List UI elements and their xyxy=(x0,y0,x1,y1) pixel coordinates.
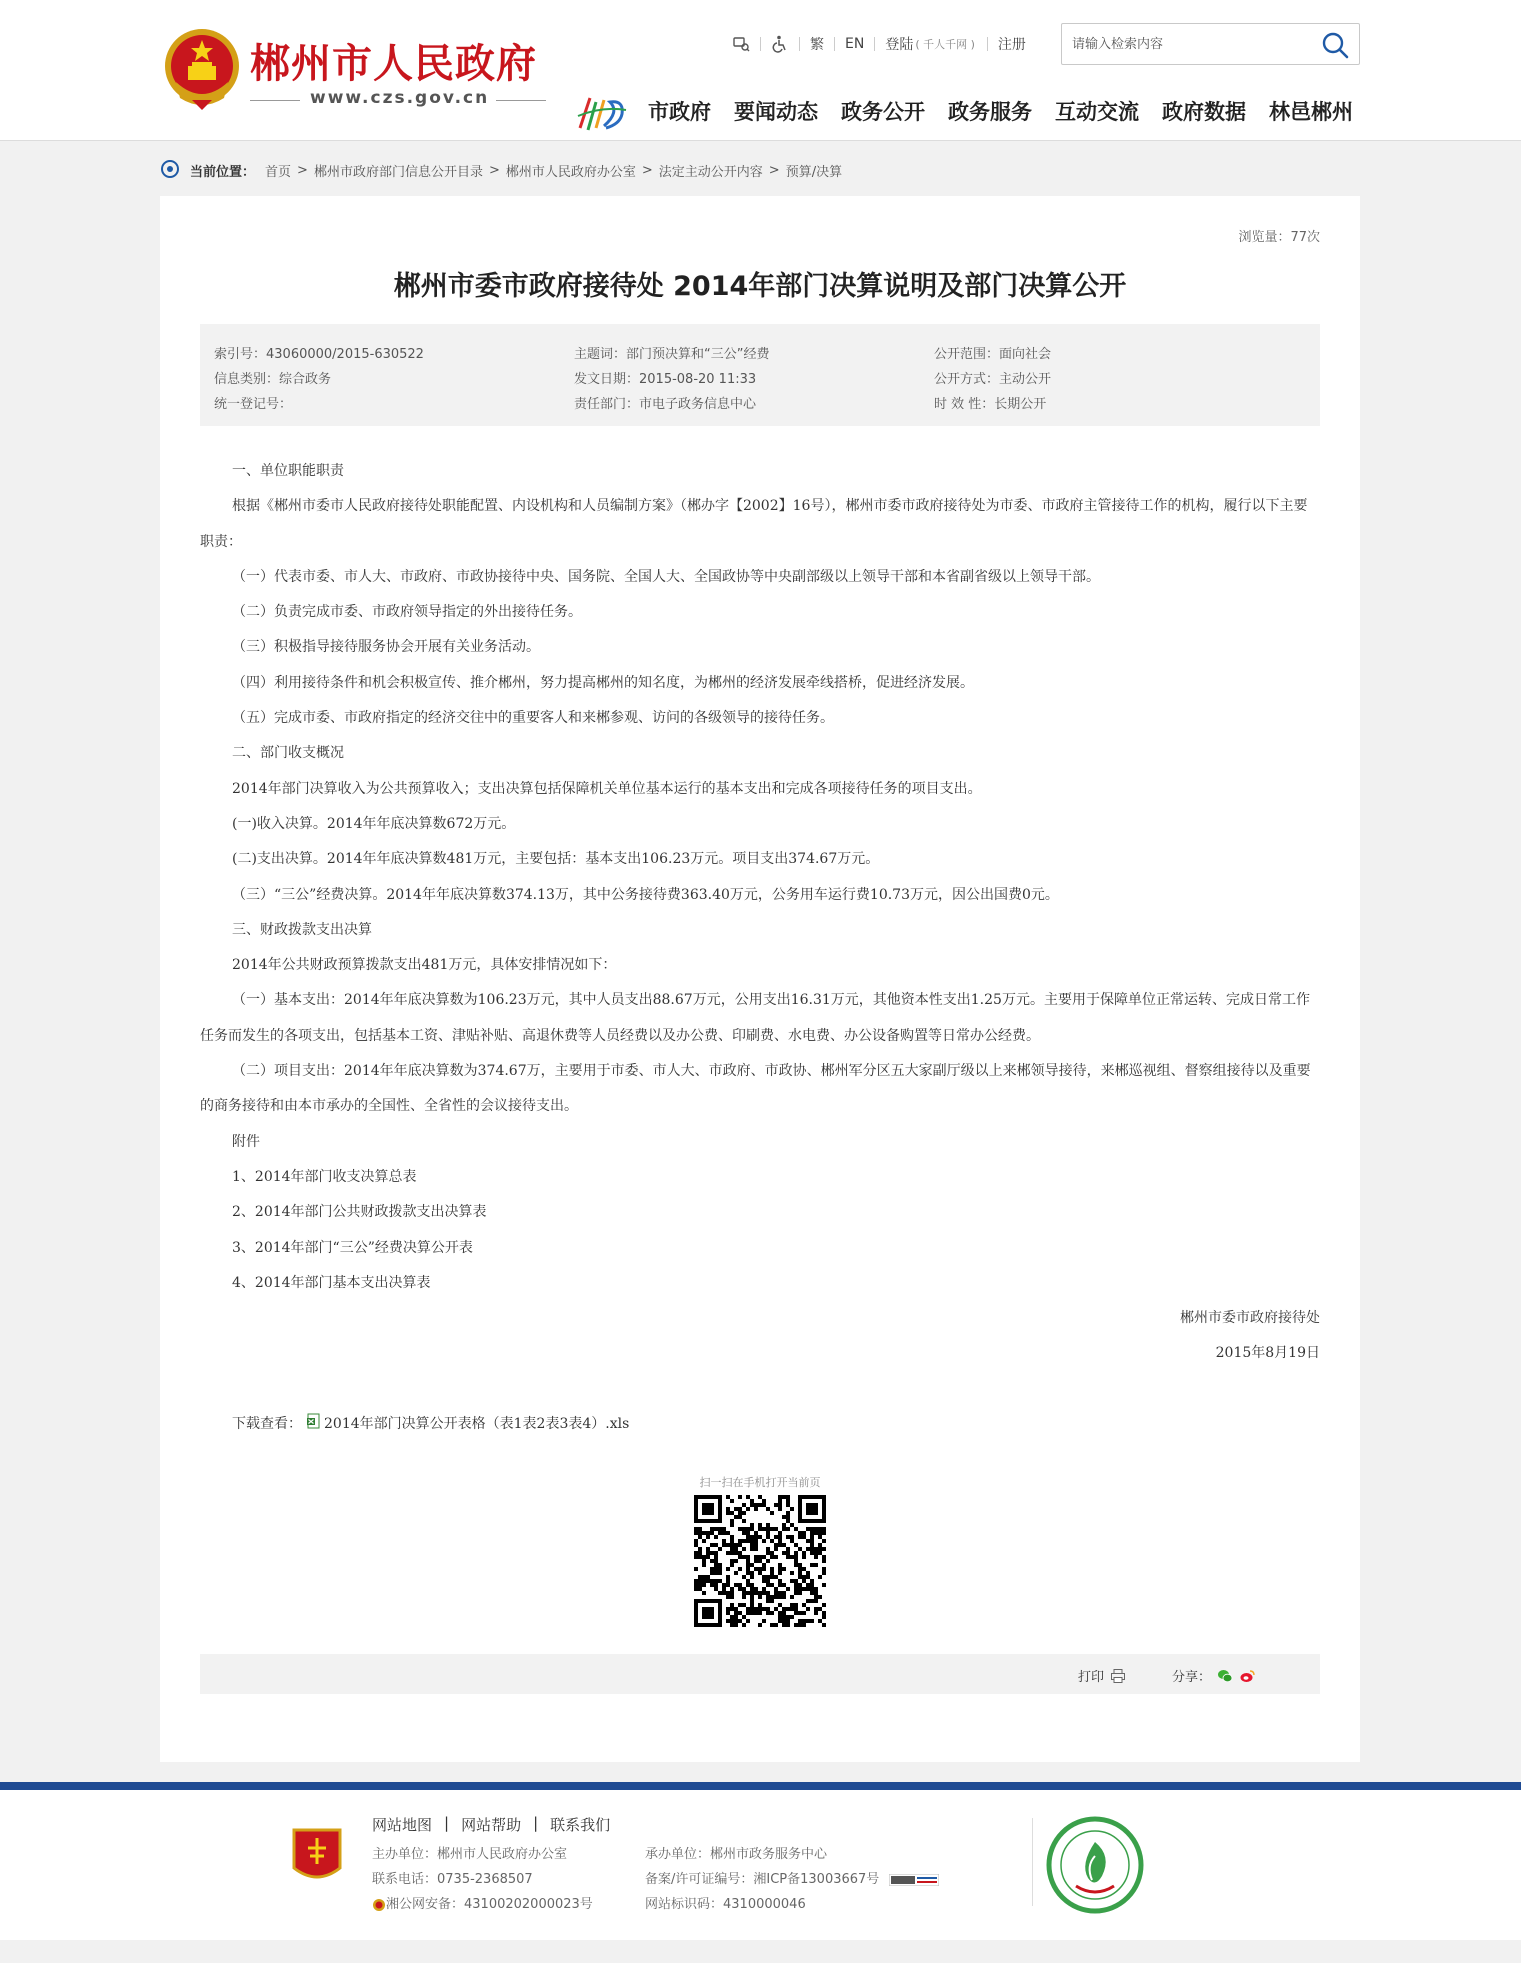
nav-item-government[interactable]: 市政府 xyxy=(648,100,711,124)
article-paragraph: （二）负责完成市委、市政府领导指定的外出接待任务。 xyxy=(232,604,582,621)
breadcrumb-directory[interactable]: 郴州市政府部门信息公开目录 xyxy=(313,164,483,180)
printer-icon[interactable] xyxy=(1110,1668,1126,1684)
help-link[interactable]: 网站帮助 xyxy=(461,1816,522,1834)
footer-organizer: 承办单位：郴州市政务服务中心 xyxy=(645,1847,828,1862)
share-label: 分享： xyxy=(1172,1670,1212,1685)
contact-link[interactable]: 联系我们 xyxy=(550,1816,611,1834)
footer-police[interactable]: 湘公网安备：43100202000023号 xyxy=(386,1897,593,1912)
download-row xyxy=(232,1413,629,1433)
article-paragraph: （一）基本支出：2014年年底决算数为106.23万元，其中人员支出88.67万元，公用支出16.31万元，其他资本性支出1.25万元。主要用于保障单位正常运转、完成日常工作任务而发生的各项支出，包括基本工资、津贴补贴、高退休费等人员经费以及办公费、印刷费、水电费、办公设备购置等日常办公经费。 xyxy=(200,992,1310,1044)
breadcrumb-office[interactable]: 郴州市人民政府办公室 xyxy=(505,164,636,180)
police-badge-icon xyxy=(372,1898,386,1912)
nav-item-linyi[interactable]: 林邑郴州 xyxy=(1269,100,1353,124)
print-label[interactable]: 打印 xyxy=(1078,1670,1105,1685)
search-box xyxy=(1061,23,1360,65)
login-link[interactable] xyxy=(875,34,987,54)
breadcrumb-statutory[interactable]: 法定主动公开内容 xyxy=(658,164,763,180)
footer-site-code: 网站标识码：4310000046 xyxy=(645,1897,806,1912)
meta-reg-no: 统一登记号： xyxy=(214,397,293,412)
qr-code-icon xyxy=(694,1495,826,1627)
footer-police-row xyxy=(372,1892,593,1917)
attachment-item: 3、2014年部门“三公”经费决算公开表 xyxy=(232,1239,473,1256)
article-sign-date: 2015年8月19日 xyxy=(1215,1345,1320,1362)
article-paragraph: 三、财政拨款支出决算 xyxy=(232,921,372,938)
breadcrumb-separator: > xyxy=(768,162,780,178)
article-paragraph: (二)支出决算。2014年年底决算数481万元，主要包括：基本支出106.23万元。项目支出374.67万元。 xyxy=(232,851,880,868)
footer-links: 网站地图 | 网站帮助 | 联系我们 xyxy=(372,1814,611,1834)
footer-vertical-divider xyxy=(1032,1818,1033,1906)
article-paragraph: （三）积极指导接待服务协会开展有关业务活动。 xyxy=(232,639,540,656)
breadcrumb-separator: > xyxy=(488,162,500,178)
traditional-chinese-link[interactable]: 繁 xyxy=(810,37,824,53)
nav-item-services[interactable]: 政务服务 xyxy=(948,100,1032,124)
footer-icp-row xyxy=(645,1867,939,1892)
article-paragraph: （五）完成市委、市政府指定的经济交往中的重要客人和来郴参观、访问的各级领导的接待任务。 xyxy=(232,710,834,727)
breadcrumb-separator: > xyxy=(297,162,308,178)
meta-mode: 公开方式：主动公开 xyxy=(934,372,1052,387)
meta-subject: 主题词：部门预决算和“三公”经费 xyxy=(574,347,770,362)
location-pin-icon xyxy=(160,159,180,181)
national-emblem-icon[interactable] xyxy=(162,26,242,110)
attachment-item: 1、2014年部门收支决算总表 xyxy=(232,1168,417,1185)
print-button[interactable] xyxy=(1078,1666,1126,1685)
footer-sponsor: 主办单位：郴州市人民政府办公室 xyxy=(372,1847,568,1862)
article-paragraph: 一、单位职能职责 xyxy=(232,463,344,479)
nav-item-interaction[interactable]: 互动交流 xyxy=(1055,100,1139,124)
site-footer xyxy=(0,1790,1521,1940)
weibo-icon[interactable] xyxy=(1239,1668,1255,1684)
download-file-link[interactable]: 2014年部门决算公开表格（表1表2表3表4）.xls xyxy=(324,1416,630,1432)
meta-dept: 责任部门：市电子政务信息中心 xyxy=(574,397,757,412)
civilization-website-seal-icon[interactable] xyxy=(1046,1816,1144,1914)
english-link[interactable]: EN xyxy=(845,36,865,52)
view-count: 浏览量：77次 xyxy=(1238,230,1320,245)
meta-index-no: 索引号：43060000/2015-630522 xyxy=(214,347,424,362)
excel-file-icon xyxy=(306,1413,322,1429)
article-paragraph: （二）项目支出：2014年年底决算数为374.67万，主要用于市委、市人大、市政府、市政协、郴州军分区五大家副厅级以上来郴领导接待，来郴巡视组、督察组接待以及重要的商务接待和由本市承办的全国性、全省性的会议接待支出。 xyxy=(200,1063,1311,1115)
site-url: www.czs.gov.cn xyxy=(310,88,490,108)
breadcrumb-home[interactable]: 首页 xyxy=(265,164,292,180)
register-link[interactable]: 注册 xyxy=(997,37,1026,53)
search-icon[interactable] xyxy=(1321,31,1349,59)
accessibility-wheelchair-icon[interactable] xyxy=(761,35,799,53)
breadcrumb-label: 当前位置： xyxy=(190,164,256,180)
article-meta xyxy=(200,324,1320,426)
article-title: 郴州市委市政府接待处 2014年部门决算说明及部门决算公开 xyxy=(393,271,1127,302)
article-paragraph: 2014年部门决算收入为公共预算收入；支出决算包括保障机关单位基本运行的基本支出和完成各项接待任务的项目支出。 xyxy=(232,780,982,797)
nav-item-data[interactable]: 政府数据 xyxy=(1162,100,1246,124)
login-label[interactable]: 登陆 xyxy=(885,37,914,53)
article-paragraph: 附件 xyxy=(232,1133,260,1150)
meta-validity: 时 效 性：长期公开 xyxy=(934,397,1047,412)
breadcrumb-separator: > xyxy=(641,162,653,178)
cnzz-stat-icon[interactable] xyxy=(889,1874,939,1886)
footer-info-right xyxy=(645,1842,939,1917)
wechat-icon[interactable] xyxy=(1217,1668,1233,1684)
site-header xyxy=(0,0,1521,141)
download-label: 下载查看： xyxy=(232,1416,302,1432)
article-paragraph: （一）代表市委、市人大、市政府、市政协接待中央、国务院、全国人大、全国政协等中央副部级以上领导干部和本省副省级以上领导干部。 xyxy=(232,568,1100,585)
footer-phone: 联系电话：0735-2368507 xyxy=(372,1872,533,1887)
login-note: ( 千人千网 ) xyxy=(915,38,975,51)
footer-icp[interactable]: 备案/许可证编号：湘ICP备13003667号 xyxy=(645,1872,880,1887)
breadcrumb xyxy=(160,158,842,182)
sitemap-link[interactable]: 网站地图 xyxy=(372,1816,433,1834)
search-input[interactable] xyxy=(1070,32,1310,56)
article-paragraph: 2014年公共财政预算拨款支出481万元，具体安排情况如下： xyxy=(232,957,617,974)
header-tools xyxy=(722,34,1036,54)
breadcrumb-budget[interactable]: 预算/决算 xyxy=(785,164,843,180)
party-organ-badge-icon[interactable] xyxy=(290,1824,344,1888)
article-body xyxy=(200,454,1320,1372)
meta-date: 发文日期：2015-08-20 11:33 xyxy=(574,372,757,387)
attachment-item: 4、2014年部门基本支出决算表 xyxy=(232,1274,431,1291)
article-signature: 郴州市委市政府接待处 xyxy=(1180,1310,1320,1327)
site-url-line xyxy=(250,88,546,112)
main-nav xyxy=(648,96,1353,126)
article-panel xyxy=(160,196,1360,1762)
nav-item-public-affairs[interactable]: 政务公开 xyxy=(841,100,925,124)
attachment-item: 2、2014年部门公共财政拨款支出决算表 xyxy=(232,1204,487,1221)
meta-scope: 公开范围：面向社会 xyxy=(934,347,1052,362)
nav-item-news[interactable]: 要闻动态 xyxy=(734,100,818,124)
share-group xyxy=(1172,1666,1255,1685)
meta-category: 信息类别：综合政务 xyxy=(214,372,332,387)
article-paragraph: （四）利用接待条件和机会积极宣传、推介郴州，努力提高郴州的知名度，为郴州的经济发展牵线搭桥，促进经济发展。 xyxy=(232,674,974,691)
footer-info-left xyxy=(372,1842,593,1917)
site-name[interactable]: 郴州市人民政府 xyxy=(250,40,537,87)
article-paragraph: 二、部门收支概况 xyxy=(232,745,344,762)
article-paragraph: （三）“三公”经费决算。2014年年底决算数374.13万，其中公务接待费363.40万元，公务用车运行费10.73万元，因公出国费0元。 xyxy=(232,886,1059,903)
linyi-logo-icon xyxy=(576,92,628,134)
footer-divider-bar xyxy=(0,1782,1521,1790)
accessibility-low-vision-icon[interactable] xyxy=(722,35,760,53)
article-actions xyxy=(200,1654,1320,1694)
qr-caption: 扫一扫在手机打开当前页 xyxy=(699,1476,821,1489)
article-paragraph: (一)收入决算。2014年年底决算数672万元。 xyxy=(232,815,516,832)
article-paragraph: 根据《郴州市委市人民政府接待处职能配置、内设机构和人员编制方案》（郴办字【2002】16号），郴州市委市政府接待处为市委、市政府主管接待工作的机构，履行以下主要职责： xyxy=(200,498,1308,550)
